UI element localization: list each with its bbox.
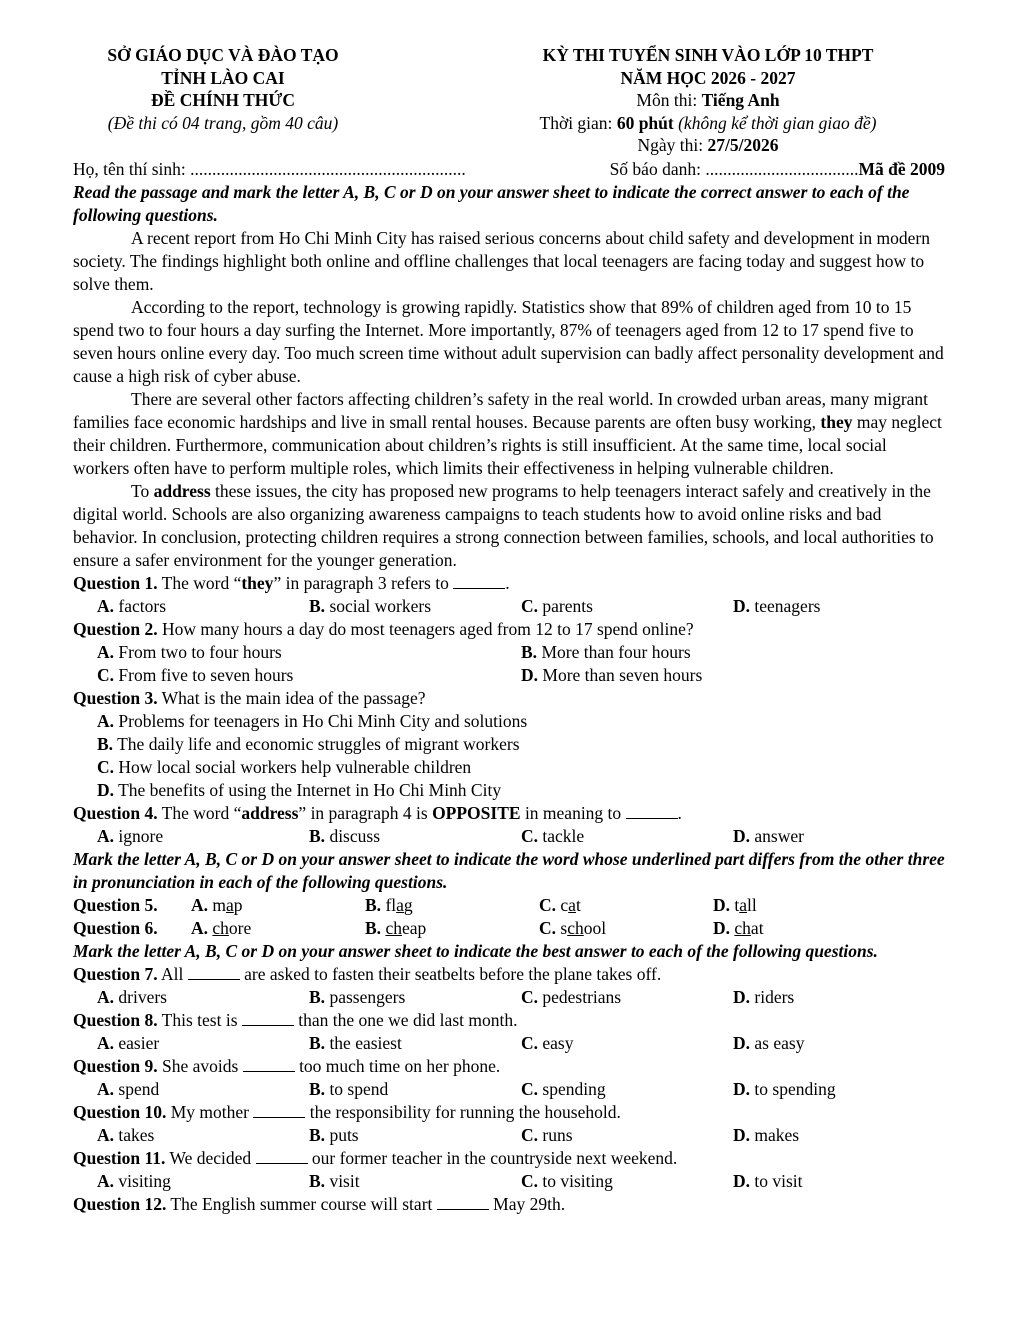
question-text: than the one we did last month. (293, 1009, 518, 1030)
option-d[interactable]: D. riders (733, 986, 795, 1007)
question-label: Question 7. (73, 963, 158, 984)
passage-paragraph-2: According to the report, technology is growing rapidly. Statistics show that 89% of children aged from 10 to 15 spend two to four hours a day surfing the Internet. More importantly, 87% of teenagers aged from 12 to 17 spend five to seven hours online every day. Too much screen time without adult supervision can badly affect personality development and cause a high risk of cyber abuse. (73, 296, 944, 386)
answer-blank (188, 965, 240, 980)
p3-highlight: they (820, 411, 853, 432)
time-line (483, 112, 933, 135)
question-10-options (73, 1124, 945, 1147)
option-c[interactable]: C. tackle (521, 825, 585, 846)
question-text: our former teacher in the countryside next weekend. (307, 1147, 678, 1168)
option-b[interactable]: B. to spend (309, 1078, 389, 1099)
option-b[interactable]: B. More than four hours (521, 641, 691, 662)
question-text: in meaning to (520, 802, 626, 823)
date-line (483, 134, 933, 157)
option-d[interactable]: D. chat (713, 917, 764, 938)
option-c[interactable]: C. From five to seven hours (97, 664, 294, 685)
candidate-id-field (610, 158, 945, 181)
answer-blank (626, 804, 678, 819)
option-a[interactable]: A. Problems for teenagers in Ho Chi Minh City and solutions (97, 710, 528, 731)
question-label: Question 1. (73, 572, 158, 593)
question-label: Question 2. (73, 618, 158, 639)
question-2 (73, 618, 945, 641)
exam-code: Mã đề 2009 (858, 158, 945, 179)
option-a[interactable]: A. spend (97, 1078, 160, 1099)
option-a[interactable]: A. takes (97, 1124, 155, 1145)
option-d[interactable]: D. The benefits of using the Internet in Ho Chi Minh City (97, 779, 502, 800)
question-9 (73, 1055, 945, 1078)
exam-page (73, 44, 945, 1216)
option-b[interactable]: B. passengers (309, 986, 406, 1007)
question-text: How many hours a day do most teenagers aged from 12 to 17 spend online? (157, 618, 694, 639)
exam-title: KỲ THI TUYỂN SINH VÀO LỚP 10 THPT (542, 45, 874, 65)
option-c[interactable]: C. runs (521, 1124, 573, 1145)
option-b[interactable]: B. The daily life and economic struggles of migrant workers (97, 733, 520, 754)
question-1 (73, 572, 945, 595)
exam-header (73, 44, 945, 157)
option-c[interactable]: C. school (539, 917, 607, 938)
question-11-options (73, 1170, 945, 1193)
question-text: ” in paragraph 4 is (298, 802, 433, 823)
candidate-id-label: Số báo danh: ................................... (609, 158, 859, 179)
p4-highlight: address (153, 480, 211, 501)
question-text: May 29th. (488, 1193, 566, 1214)
question-5 (73, 894, 945, 917)
option-d[interactable]: D. answer (733, 825, 804, 846)
answer-blank (437, 1195, 489, 1210)
question-text: ” in paragraph 3 refers to (273, 572, 454, 593)
option-c[interactable]: C. cat (539, 894, 581, 915)
option-d[interactable]: D. as easy (733, 1032, 805, 1053)
question-7 (73, 963, 945, 986)
question-11 (73, 1147, 945, 1170)
question-text: All (157, 963, 188, 984)
province-name: TỈNH LÀO CAI (161, 67, 285, 88)
option-c[interactable]: C. How local social workers help vulnerable children (97, 756, 472, 777)
question-label: Question 10. (73, 1101, 167, 1122)
answer-blank (242, 1011, 294, 1026)
option-d[interactable]: D. to spending (733, 1078, 836, 1099)
option-b[interactable]: B. puts (309, 1124, 359, 1145)
option-a[interactable]: A. visiting (97, 1170, 171, 1191)
department-block (73, 44, 373, 157)
option-b[interactable]: B. visit (309, 1170, 360, 1191)
question-text: too much time on her phone. (294, 1055, 501, 1076)
option-d[interactable]: D. teenagers (733, 595, 821, 616)
option-a[interactable]: A. map (191, 894, 243, 915)
question-text: . (677, 802, 682, 823)
answer-blank (256, 1149, 308, 1164)
time-value: 60 phút (616, 112, 674, 133)
date-value: 27/5/2026 (707, 135, 779, 155)
passage-paragraph-3 (73, 388, 945, 480)
option-a[interactable]: A. From two to four hours (97, 641, 282, 662)
option-a[interactable]: A. chore (191, 917, 252, 938)
question-text: are asked to fasten their seatbelts before the plane takes off. (239, 963, 662, 984)
question-label: Question 11. (73, 1147, 166, 1168)
option-b[interactable]: B. cheap (365, 917, 427, 938)
question-text: My mother (166, 1101, 254, 1122)
question-text: The English summer course will start (166, 1193, 437, 1214)
passage-paragraph-4 (73, 480, 945, 572)
question-4-options (73, 825, 945, 848)
option-d[interactable]: D. More than seven hours (521, 664, 703, 685)
option-c[interactable]: C. to visiting (521, 1170, 613, 1191)
time-label: Thời gian: (539, 112, 617, 133)
candidate-line (73, 158, 945, 181)
question-text: The word “ (157, 802, 242, 823)
subject-label: Môn thi: (636, 90, 702, 110)
exam-page-note: (Đề thi có 04 trang, gồm 40 câu) (107, 112, 339, 133)
question-label: Question 9. (73, 1055, 158, 1076)
exam-info-block (483, 44, 933, 157)
question-9-options (73, 1078, 945, 1101)
question-4 (73, 802, 945, 825)
question-text: We decided (165, 1147, 256, 1168)
department-name: SỞ GIÁO DỤC VÀ ĐÀO TẠO (107, 45, 339, 65)
option-a[interactable]: A. ignore (97, 825, 164, 846)
school-year: NĂM HỌC 2026 - 2027 (620, 67, 796, 88)
official-exam-label: ĐỀ CHÍNH THỨC (151, 90, 295, 110)
question-12 (73, 1193, 945, 1216)
question-label: Question 8. (73, 1009, 158, 1030)
question-label: Question 12. (73, 1193, 167, 1214)
option-b[interactable]: B. discuss (309, 825, 380, 846)
option-a[interactable]: A. factors (97, 595, 167, 616)
option-a[interactable]: A. drivers (97, 986, 167, 1007)
candidate-name-field: Họ, tên thí sinh: ............................................................... (73, 158, 466, 179)
reading-instruction: Read the passage and mark the letter A, B, C or D on your answer sheet to indicate the correct answer to each of the following questions. (73, 181, 910, 225)
question-8 (73, 1009, 945, 1032)
option-b[interactable]: B. social workers (309, 595, 432, 616)
question-1-options (73, 595, 945, 618)
passage-paragraph-1: A recent report from Ho Chi Minh City has raised serious concerns about child safety and development in modern society. The findings highlight both online and offline challenges that local teenagers are facing today and suggest how to solve them. (73, 227, 930, 294)
p4-text-b: these issues, the city has proposed new programs to help teenagers interact safely and creatively in the digital world. Schools are also organizing awareness campaigns to teach students how to avoid online risks and bad behavior. In conclusion, protecting children requires a strong connection between families, schools, and local authorities to ensure a safer environment for the younger generation. (73, 480, 934, 570)
question-text: What is the main idea of the passage? (157, 687, 426, 708)
question-10 (73, 1101, 945, 1124)
question-label: Question 5. (73, 894, 158, 915)
p3-text-a: There are several other factors affecting children’s safety in the real world. In crowded urban areas, many migrant families face economic hardships and live in small rental houses. Because parents are often busy working, (73, 388, 929, 432)
p4-text-a: To (131, 480, 154, 501)
question-text: the responsibility for running the household. (305, 1101, 621, 1122)
option-d[interactable]: D. to visit (733, 1170, 803, 1191)
question-text: She avoids (157, 1055, 243, 1076)
subject-value: Tiếng Anh (701, 90, 780, 110)
question-7-options (73, 986, 945, 1009)
option-d[interactable]: D. makes (733, 1124, 800, 1145)
option-c[interactable]: C. easy (521, 1032, 574, 1053)
question-text: The word “ (157, 572, 242, 593)
question-text: This test is (157, 1009, 242, 1030)
question-text: . (505, 572, 510, 593)
question-8-options (73, 1032, 945, 1055)
question-emphasis: OPPOSITE (432, 802, 521, 823)
question-6 (73, 917, 945, 940)
time-note: (không kể thời gian giao đề) (673, 112, 877, 133)
question-keyword: they (241, 572, 274, 593)
question-3 (73, 687, 945, 710)
question-keyword: address (241, 802, 299, 823)
answer-blank (453, 574, 505, 589)
question-label: Question 6. (73, 917, 158, 938)
p3-text-b: may neglect their children. Furthermore, communication about children’s rights is still insufficient. At the same time, local social workers often have to perform multiple roles, which limits their effectiveness in helping vulnerable children. (73, 411, 942, 478)
option-b[interactable]: B. the easiest (309, 1032, 402, 1053)
option-c[interactable]: C. spending (521, 1078, 606, 1099)
option-c[interactable]: C. parents (521, 595, 593, 616)
date-label: Ngày thi: (637, 135, 708, 155)
option-d[interactable]: D. tall (713, 894, 757, 915)
pronunciation-instruction: Mark the letter A, B, C or D on your answer sheet to indicate the word whose underlined part differs from the other three in pronunciation in each of the following questions. (73, 848, 945, 892)
option-b[interactable]: B. flag (365, 894, 413, 915)
answer-blank (253, 1103, 305, 1118)
best-answer-instruction: Mark the letter A, B, C or D on your answer sheet to indicate the best answer to each of the following questions. (73, 940, 878, 961)
answer-blank (243, 1057, 295, 1072)
option-c[interactable]: C. pedestrians (521, 986, 622, 1007)
subject-line (483, 89, 933, 112)
question-2-options (73, 641, 945, 687)
question-label: Question 4. (73, 802, 158, 823)
option-a[interactable]: A. easier (97, 1032, 160, 1053)
question-label: Question 3. (73, 687, 158, 708)
